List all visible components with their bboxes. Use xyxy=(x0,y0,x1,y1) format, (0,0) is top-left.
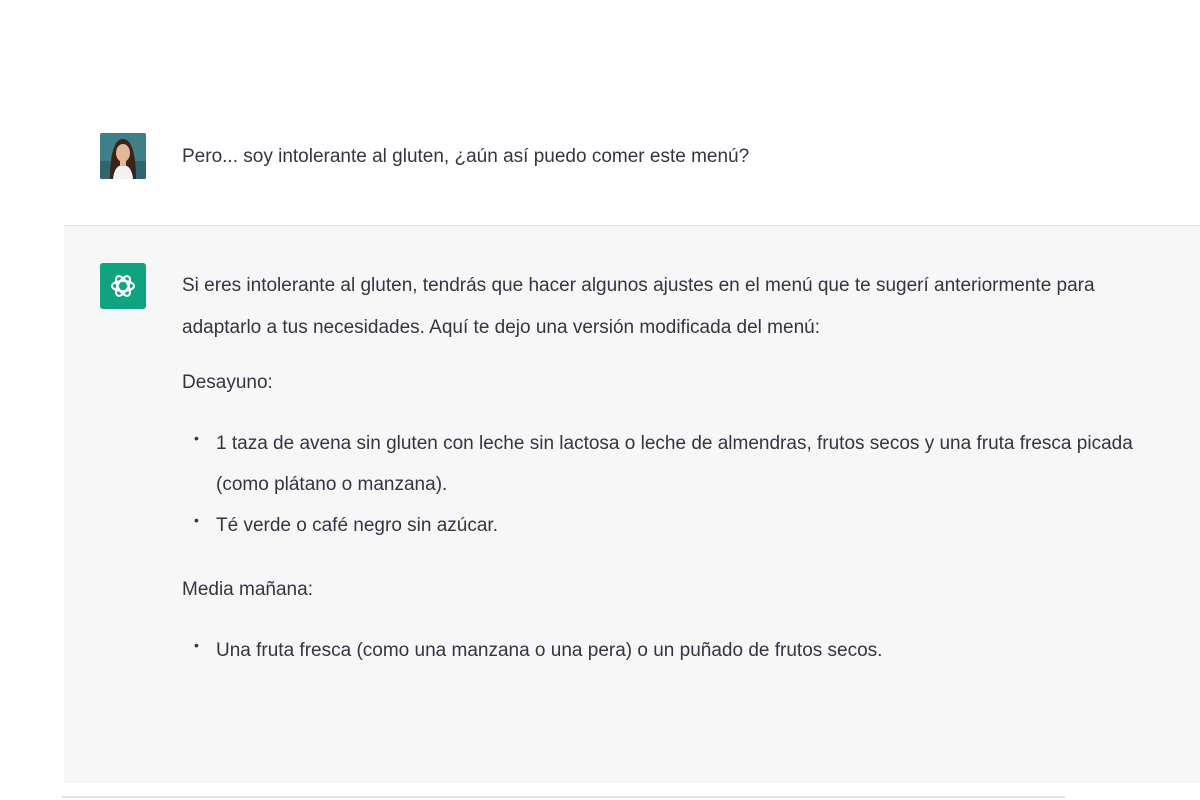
divider xyxy=(62,796,1065,798)
user-message-text: Pero... soy intolerante al gluten, ¿aún así puedo comer este menú? xyxy=(182,146,750,167)
assistant-message-body xyxy=(182,272,1172,671)
user-message-row xyxy=(64,112,1200,224)
list-item xyxy=(182,630,1172,671)
bullet-icon: • xyxy=(194,430,199,446)
assistant-message-row xyxy=(64,225,1200,783)
list-item-text: Una fruta fresca (como una manzana o una pera) o un puñado de frutos secos. xyxy=(216,640,883,661)
user-avatar xyxy=(100,133,146,179)
list-item-text: Té verde o café negro sin azúcar. xyxy=(216,515,498,536)
assistant-intro: Si eres intolerante al gluten, tendrás que hacer algunos ajustes en el menú que te sugerí anteriormente para adaptarlo a tus necesidades. Aquí te dejo una versión modificada del menú: xyxy=(182,275,1095,338)
openai-logo-icon xyxy=(108,271,138,301)
desayuno-list xyxy=(182,423,1172,546)
list-item xyxy=(182,423,1172,505)
bullet-icon: • xyxy=(194,637,199,653)
bullet-icon: • xyxy=(194,512,199,528)
list-item xyxy=(182,505,1172,546)
section-heading-media-manana: Media mañana: xyxy=(182,579,313,600)
user-avatar-photo-icon xyxy=(100,133,146,179)
list-item-text: 1 taza de avena sin gluten con leche sin lactosa o leche de almendras, frutos secos y una fruta fresca picada (como plátano o manzana). xyxy=(216,433,1133,495)
section-heading-desayuno: Desayuno: xyxy=(182,372,273,393)
media-manana-list xyxy=(182,630,1172,671)
assistant-avatar xyxy=(100,263,146,309)
